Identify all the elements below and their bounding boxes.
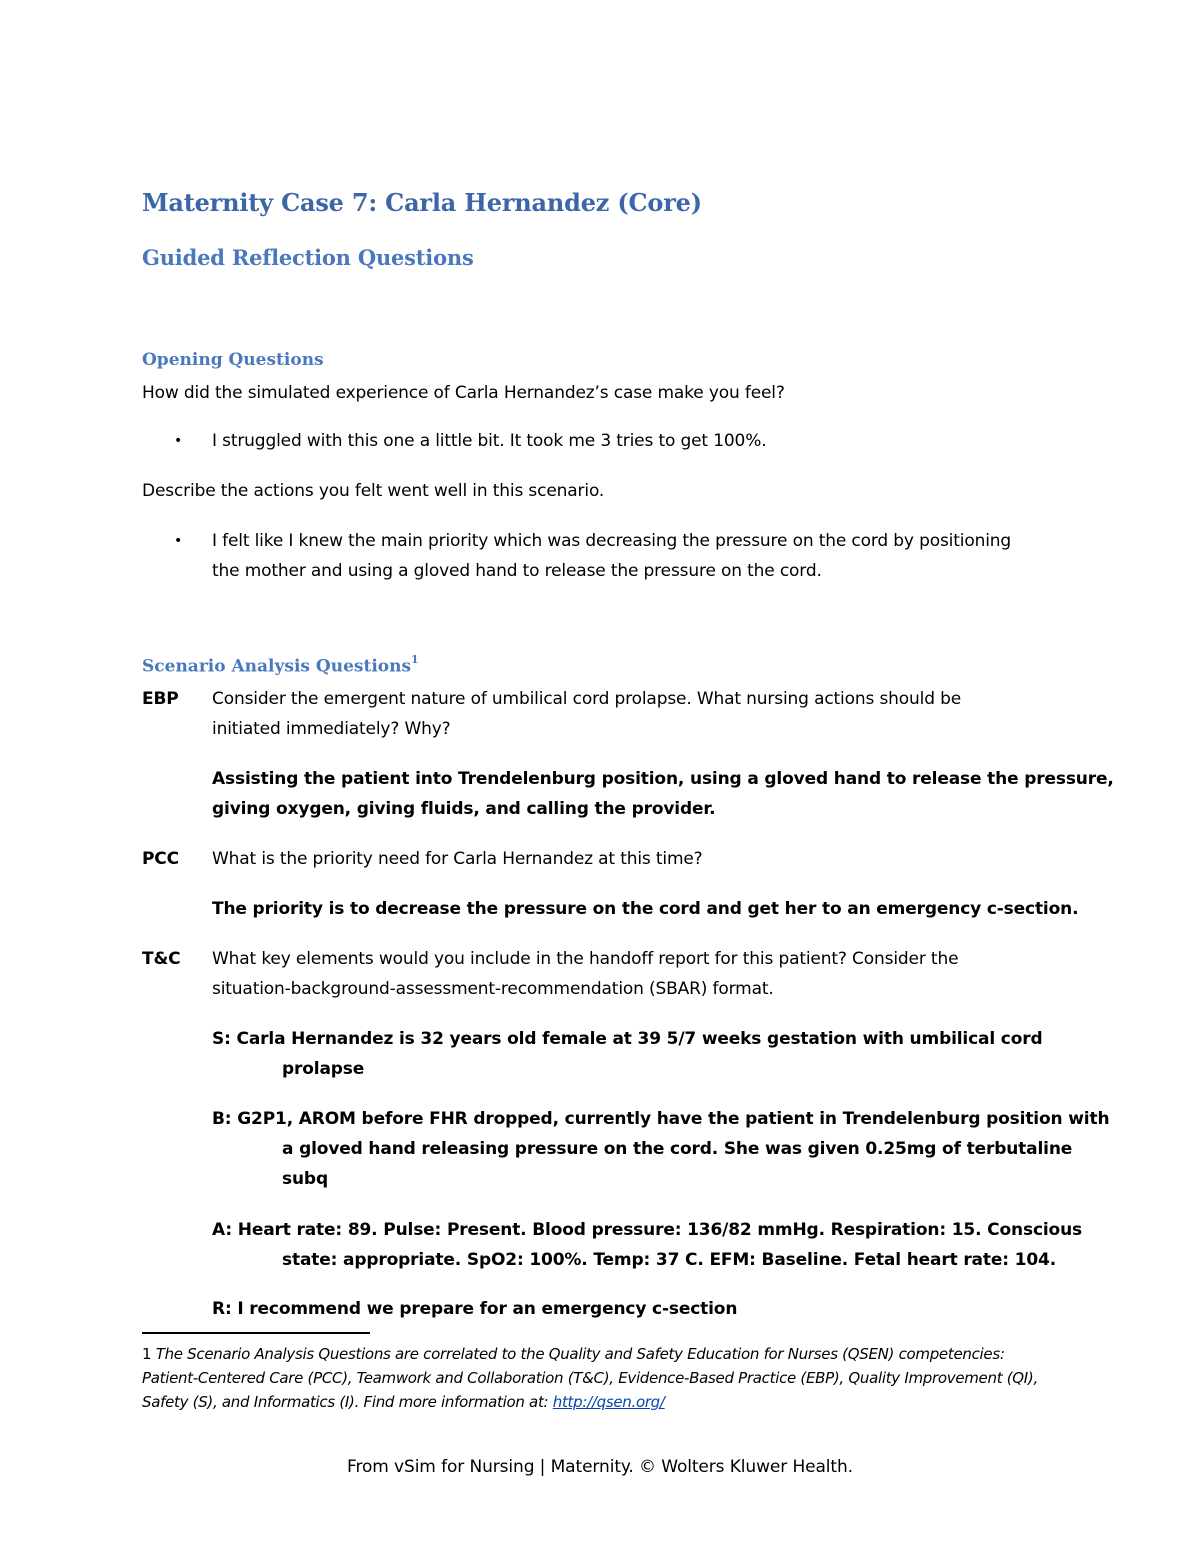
footnote-separator <box>142 1332 370 1334</box>
sbar-recommendation: R: I recommend we prepare for an emergency c-section <box>212 1299 738 1319</box>
page-title: Maternity Case 7: Carla Hernandez (Core) <box>142 188 702 217</box>
page-subtitle: Guided Reflection Questions <box>142 245 474 270</box>
sbar-assessment-line-2: state: appropriate. SpO2: 100%. Temp: 37 C. EFM: Baseline. Fetal heart rate: 104. <box>282 1250 1057 1270</box>
footnote-reference[interactable]: 1 <box>411 653 419 666</box>
footnote-number: 1 <box>142 1345 152 1363</box>
scenario-analysis-heading <box>142 655 419 677</box>
sbar-background-line-1: B: G2P1, AROM before FHR dropped, currently have the patient in Trendelenburg position with <box>212 1109 1110 1129</box>
tc-code: T&C <box>142 949 181 969</box>
sbar-assessment-line-1: A: Heart rate: 89. Pulse: Present. Blood pressure: 136/82 mmHg. Respiration: 15. Conscious <box>212 1220 1083 1240</box>
sbar-situation-line-2: prolapse <box>282 1059 365 1079</box>
ebp-question-line-1: Consider the emergent nature of umbilical cord prolapse. What nursing actions should be <box>212 689 962 709</box>
opening-answer-2-line-1: I felt like I knew the main priority which was decreasing the pressure on the cord by positioning <box>212 531 1012 551</box>
scenario-analysis-heading-text: Scenario Analysis Questions <box>142 656 412 677</box>
sbar-background-line-2: a gloved hand releasing pressure on the cord. She was given 0.25mg of terbutaline <box>282 1139 1073 1159</box>
ebp-answer-line-1: Assisting the patient into Trendelenburg position, using a gloved hand to release the pressure, <box>212 769 1114 789</box>
opening-answer-1: I struggled with this one a little bit. It took me 3 tries to get 100%. <box>212 431 767 451</box>
ebp-answer-line-2: giving oxygen, giving fluids, and calling the provider. <box>212 799 716 819</box>
sbar-background-line-3: subq <box>282 1169 328 1189</box>
tc-question-line-2: situation-background-assessment-recommendation (SBAR) format. <box>212 979 774 999</box>
pcc-answer: The priority is to decrease the pressure on the cord and get her to an emergency c-section. <box>212 899 1079 919</box>
pcc-question: What is the priority need for Carla Hernandez at this time? <box>212 849 703 869</box>
bullet-icon: • <box>174 433 183 449</box>
page-footer: From vSim for Nursing | Maternity. © Wolters Kluwer Health. <box>347 1457 853 1477</box>
ebp-question-line-2: initiated immediately? Why? <box>212 719 451 739</box>
opening-questions-heading: Opening Questions <box>142 350 324 370</box>
sbar-situation-line-1: S: Carla Hernandez is 32 years old female at 39 5/7 weeks gestation with umbilical cord <box>212 1029 1043 1049</box>
footnote <box>142 1342 1062 1414</box>
footnote-text: The Scenario Analysis Questions are correlated to the Quality and Safety Education for Nurses (QSEN) competencies: Patient-Centered Care (PCC), Teamwork and Collaboration (T&C), Evidence-Based Practice (EBP), Quality Improvement (QI), Safety (S), and Informatics (I). Find more information at: <box>142 1345 1038 1411</box>
ebp-code: EBP <box>142 689 179 709</box>
qsen-link[interactable]: http://qsen.org/ <box>552 1393 665 1411</box>
bullet-icon: • <box>174 533 183 549</box>
opening-question-1: How did the simulated experience of Carla Hernandez’s case make you feel? <box>142 383 785 403</box>
opening-answer-2-line-2: the mother and using a gloved hand to release the pressure on the cord. <box>212 561 822 581</box>
opening-question-2: Describe the actions you felt went well in this scenario. <box>142 481 605 501</box>
pcc-code: PCC <box>142 849 179 869</box>
tc-question-line-1: What key elements would you include in the handoff report for this patient? Consider the <box>212 949 959 969</box>
